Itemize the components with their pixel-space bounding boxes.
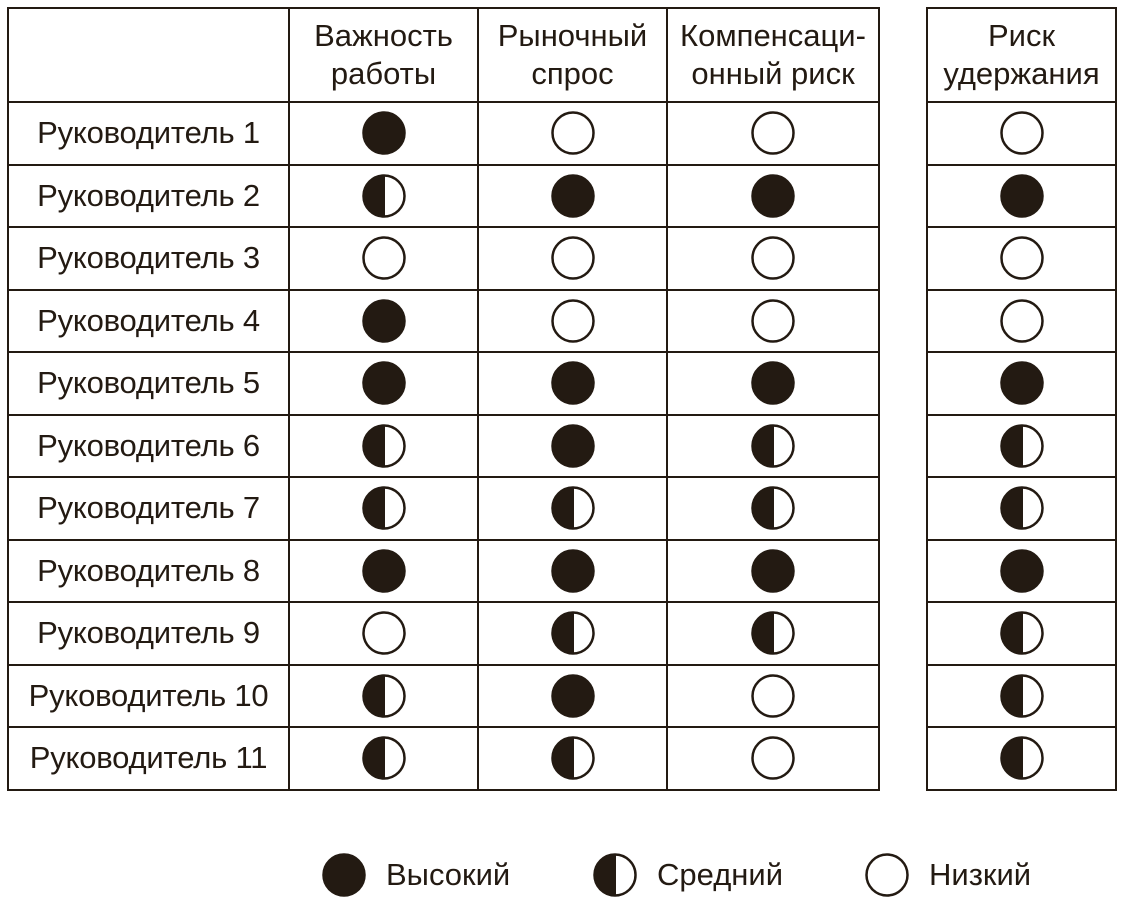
retention-high-dot [998,547,1046,595]
demand-cell [478,602,667,665]
manager-name: Руководитель 11 [8,727,289,790]
retention-low-dot [998,297,1046,345]
risk-row [927,727,1116,790]
legend-item-medium [591,850,783,900]
comp_risk-cell [667,477,879,540]
manager-name: Руководитель 3 [8,227,289,290]
comp_risk-medium-dot [749,422,797,470]
comp_risk-high-dot [749,172,797,220]
comp_risk-cell [667,602,879,665]
retention-cell [927,540,1116,603]
comp_risk-low-dot [749,297,797,345]
retention-high-dot [998,359,1046,407]
demand-medium-dot [549,609,597,657]
table-row [8,290,879,353]
comp_risk-cell [667,102,879,165]
retention-cell [927,352,1116,415]
table-row [8,665,879,728]
header-demand [478,8,667,102]
demand-high-dot [549,359,597,407]
retention-medium-dot [998,609,1046,657]
retention-medium-dot [998,672,1046,720]
importance-cell [289,415,478,478]
table-row [8,352,879,415]
manager-name: Руководитель 9 [8,602,289,665]
comp_risk-cell [667,227,879,290]
table-row [8,102,879,165]
manager-name: Руководитель 5 [8,352,289,415]
importance-medium-dot [360,672,408,720]
importance-high-dot [360,109,408,157]
importance-high-dot [360,547,408,595]
header-demand-line-1: Рыночный [497,18,648,53]
retention-low-dot [998,234,1046,282]
risk-row [927,165,1116,228]
legend-item-low [863,850,1031,900]
importance-cell [289,227,478,290]
manager-name: Руководитель 7 [8,477,289,540]
legend-label: Низкий [929,857,1032,892]
importance-cell [289,665,478,728]
importance-cell [289,477,478,540]
header-importance [289,8,478,102]
header-comp-risk-line-1: Компенсаци- [680,18,866,53]
demand-cell [478,227,667,290]
header-comp-risk-line-2: онный риск [691,56,855,91]
retention-cell [927,102,1116,165]
demand-cell [478,477,667,540]
importance-low-dot [360,609,408,657]
demand-high-dot [549,547,597,595]
header-row [8,8,879,102]
demand-cell [478,165,667,228]
risk-row [927,602,1116,665]
demand-low-dot [549,109,597,157]
legend-label: Высокий [386,857,511,892]
comp_risk-medium-dot [749,609,797,657]
legend-low-dot [863,851,911,899]
retention-risk-table [926,7,1117,791]
retention-medium-dot [998,734,1046,782]
comp_risk-cell [667,665,879,728]
comp_risk-low-dot [749,734,797,782]
header-importance-line-2: работы [330,56,437,91]
demand-high-dot [549,422,597,470]
retention-cell [927,290,1116,353]
retention-cell [927,665,1116,728]
legend-medium-dot [591,851,639,899]
importance-medium-dot [360,422,408,470]
importance-high-dot [360,359,408,407]
retention-cell [927,415,1116,478]
demand-cell [478,540,667,603]
retention-cell [927,602,1116,665]
demand-cell [478,665,667,728]
risk-table-body [927,102,1116,790]
manager-name: Руководитель 4 [8,290,289,353]
header-importance-line-1: Важность [314,18,453,53]
retention-medium-dot [998,422,1046,470]
header-corner-cell [8,8,289,102]
retention-high-dot [998,172,1046,220]
retention-medium-dot [998,484,1046,532]
importance-medium-dot [360,734,408,782]
table-row [8,165,879,228]
risk-row [927,415,1116,478]
importance-cell [289,290,478,353]
risk-row [927,540,1116,603]
importance-high-dot [360,297,408,345]
demand-medium-dot [549,734,597,782]
comp_risk-low-dot [749,109,797,157]
manager-name: Руководитель 6 [8,415,289,478]
importance-medium-dot [360,484,408,532]
demand-low-dot [549,297,597,345]
table-row [8,477,879,540]
header-retention-risk [927,8,1116,102]
retention-cell [927,165,1116,228]
demand-cell [478,290,667,353]
table-row [8,602,879,665]
demand-low-dot [549,234,597,282]
risk-row [927,227,1116,290]
comp_risk-cell [667,415,879,478]
legend [0,850,1122,900]
assessment-table [7,7,880,791]
comp_risk-cell [667,540,879,603]
demand-high-dot [549,672,597,720]
comp_risk-cell [667,290,879,353]
header-comp-risk [667,8,879,102]
risk-row [927,665,1116,728]
table-row [8,727,879,790]
header-demand-line-2: спрос [531,56,614,91]
header-retention-line-2: удержания [943,56,1100,91]
comp_risk-high-dot [749,359,797,407]
manager-name: Руководитель 10 [8,665,289,728]
risk-row [927,290,1116,353]
risk-row [927,352,1116,415]
retention-cell [927,477,1116,540]
demand-cell [478,102,667,165]
legend-label: Средний [657,857,784,892]
comp_risk-cell [667,352,879,415]
comp_risk-medium-dot [749,484,797,532]
table-row [8,227,879,290]
legend-high-dot [320,851,368,899]
table-row [8,415,879,478]
retention-cell [927,727,1116,790]
comp_risk-low-dot [749,234,797,282]
retention-cell [927,227,1116,290]
demand-cell [478,415,667,478]
importance-cell [289,165,478,228]
comp_risk-low-dot [749,672,797,720]
demand-high-dot [549,172,597,220]
table-row [8,540,879,603]
manager-name: Руководитель 2 [8,165,289,228]
demand-medium-dot [549,484,597,532]
importance-cell [289,102,478,165]
main-table-body [8,102,879,790]
retention-low-dot [998,109,1046,157]
importance-cell [289,602,478,665]
header-retention-line-1: Риск [987,18,1056,53]
comp_risk-cell [667,165,879,228]
risk-row [927,102,1116,165]
legend-item-high [320,850,510,900]
importance-medium-dot [360,172,408,220]
importance-cell [289,540,478,603]
comp_risk-high-dot [749,547,797,595]
demand-cell [478,727,667,790]
importance-cell [289,727,478,790]
importance-low-dot [360,234,408,282]
risk-header-row [927,8,1116,102]
risk-row [927,477,1116,540]
importance-cell [289,352,478,415]
demand-cell [478,352,667,415]
manager-name: Руководитель 8 [8,540,289,603]
comp_risk-cell [667,727,879,790]
manager-name: Руководитель 1 [8,102,289,165]
